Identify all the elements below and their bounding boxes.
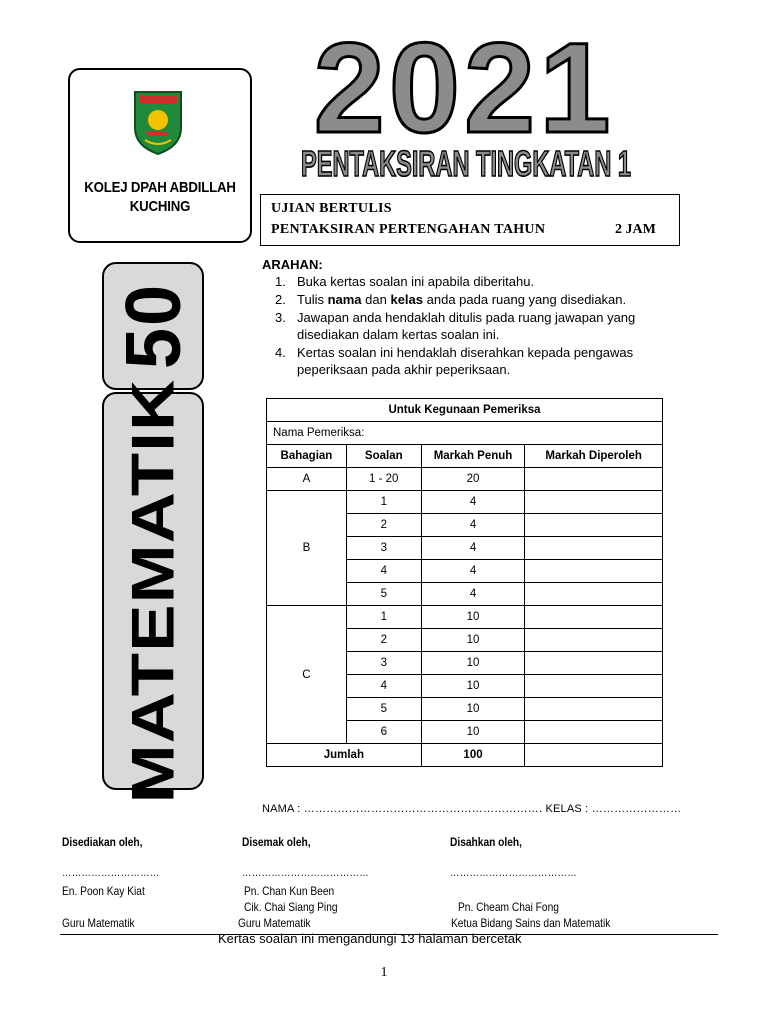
checked-by-role: Guru Matematik xyxy=(238,916,311,930)
marks-obtained-cell[interactable] xyxy=(525,652,663,675)
svg-text:PENTAKSIRAN TINGKATAN 1: PENTAKSIRAN TINGKATAN 1 xyxy=(301,143,631,184)
table-row: C 1 10 xyxy=(267,606,663,629)
school-crest-icon xyxy=(133,90,183,156)
exam-type: UJIAN BERTULIS xyxy=(271,201,392,216)
table-row: 5 4 xyxy=(267,583,663,606)
instruction-item: 3. Jawapan anda hendaklah ditulis pada ruang jawapan yang disediakan dalam kertas soalan ini. xyxy=(275,310,636,342)
instructions-heading: ARAHAN: xyxy=(262,257,323,272)
table-row: 3 4 xyxy=(267,537,663,560)
subject-code-tab xyxy=(102,262,204,390)
school-name: KOLEJ DPAH ABDILLAH KUCHING xyxy=(84,179,236,215)
approved-by-name: Pn. Cheam Chai Fong xyxy=(458,900,559,914)
table-header-row: Bahagian Soalan Markah Penuh Markah Diperoleh xyxy=(267,445,663,468)
assessment-title xyxy=(296,138,636,188)
table-row: 4 10 xyxy=(267,675,663,698)
exam-name: PENTAKSIRAN PERTENGAHAN TAHUN xyxy=(271,222,546,237)
instructions-list xyxy=(275,273,675,379)
table-row: 3 10 xyxy=(267,652,663,675)
marks-obtained-cell[interactable] xyxy=(525,537,663,560)
marks-obtained-cell[interactable] xyxy=(525,583,663,606)
exam-duration: 2 JAM xyxy=(615,222,656,237)
examiner-marks-table xyxy=(266,398,663,767)
school-box xyxy=(68,68,252,243)
table-row: 4 4 xyxy=(267,560,663,583)
marks-obtained-cell[interactable] xyxy=(525,468,663,491)
approved-by-signature-line: ………………………………… xyxy=(450,867,578,879)
marks-obtained-cell[interactable] xyxy=(525,698,663,721)
table-row: 5 10 xyxy=(267,698,663,721)
table-row: 2 4 xyxy=(267,514,663,537)
prepared-by-signature-line: ………………………… xyxy=(62,867,160,879)
marks-obtained-cell[interactable] xyxy=(525,606,663,629)
year-heading xyxy=(304,17,624,160)
student-name-class-line[interactable]: NAMA : ………………………………………………………. KELAS : …………………… xyxy=(262,803,682,815)
checked-by-label: Disemak oleh, xyxy=(242,835,311,849)
page-count-note: Kertas soalan ini mengandungi 13 halaman bercetak xyxy=(218,931,522,946)
table-total-row: Jumlah 100 xyxy=(267,744,663,767)
total-obtained-cell[interactable] xyxy=(525,744,663,767)
subject-name: MATEMATIK xyxy=(119,378,187,804)
svg-text:2021: 2021 xyxy=(313,17,615,160)
approved-by-label: Disahkan oleh, xyxy=(450,835,522,849)
marks-obtained-cell[interactable] xyxy=(525,560,663,583)
checked-by-name-2: Cik. Chai Siang Ping xyxy=(244,900,338,914)
prepared-by-role: Guru Matematik xyxy=(62,916,135,930)
prepared-by-label: Disediakan oleh, xyxy=(62,835,143,849)
page-number: 1 xyxy=(380,965,388,980)
prepared-by-name: En. Poon Kay Kiat xyxy=(62,884,145,898)
approved-by-role: Ketua Bidang Sains dan Matematik xyxy=(451,916,611,930)
instruction-item: 4. Kertas soalan ini hendaklah diserahkan kepada pengawas peperiksaan pada akhir peperiksaan. xyxy=(275,345,634,377)
table-row: 6 10 xyxy=(267,721,663,744)
table-row: A 1 - 20 20 xyxy=(267,468,663,491)
examiner-name-label: Nama Pemeriksa: xyxy=(267,422,663,445)
marks-obtained-cell[interactable] xyxy=(525,514,663,537)
checked-by-name: Pn. Chan Kun Been xyxy=(244,884,335,898)
instruction-item: 1. Buka kertas soalan ini apabila diberitahu. xyxy=(275,274,535,289)
table-row: B 1 4 xyxy=(267,491,663,514)
marks-obtained-cell[interactable] xyxy=(525,491,663,514)
marks-obtained-cell[interactable] xyxy=(525,675,663,698)
table-row: 2 10 xyxy=(267,629,663,652)
marks-obtained-cell[interactable] xyxy=(525,629,663,652)
table-title: Untuk Kegunaan Pemeriksa xyxy=(267,399,663,422)
checked-by-signature-line: ………………………………… xyxy=(242,867,370,879)
marks-obtained-cell[interactable] xyxy=(525,721,663,744)
subject-code: 50 xyxy=(108,282,197,370)
exam-info-box xyxy=(260,194,680,246)
instruction-item: 2. Tulis nama dan kelas anda pada ruang yang disediakan. xyxy=(275,292,627,307)
subject-tab xyxy=(102,378,204,804)
